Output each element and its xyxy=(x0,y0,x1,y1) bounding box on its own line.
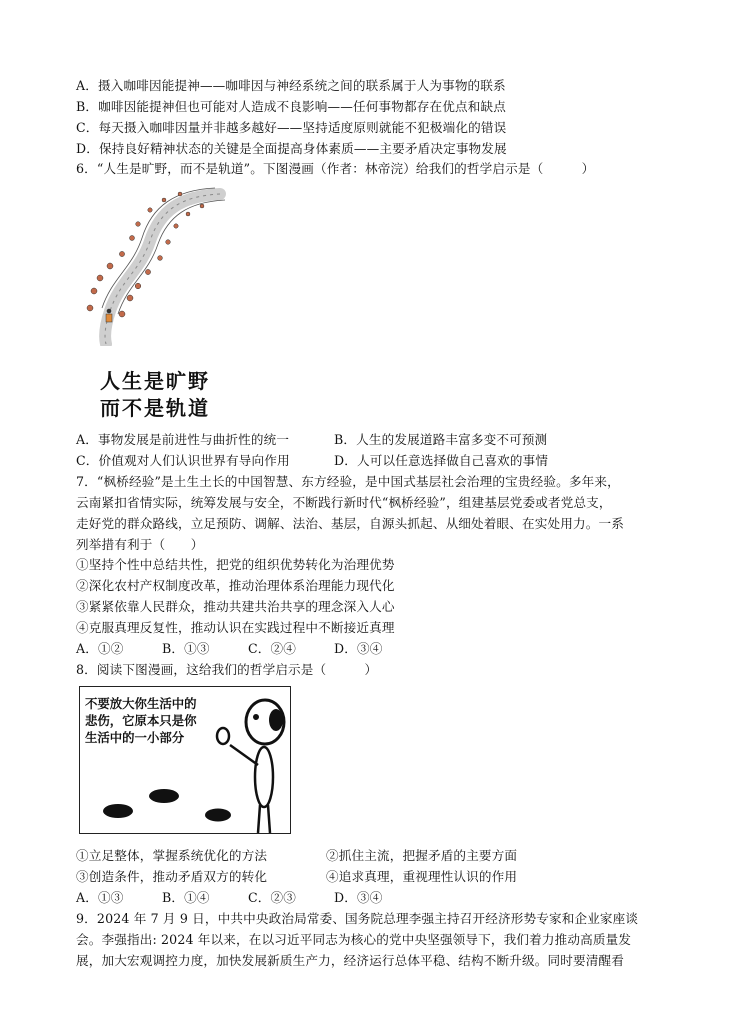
caption-line-2: 而不是轨道 xyxy=(100,396,210,420)
q6-option-b: B．人生的发展道路丰富多变不可预测 xyxy=(334,432,548,447)
q9-line-3: 展，加大宏观调控力度，加快发展新质生产力，经济运行总体平稳、结构不断升级。同时要清醒看 xyxy=(76,953,624,968)
q8-item-4: ④追求真理，重视理性认识的作用 xyxy=(326,869,518,884)
q8-option-d: D．③④ xyxy=(334,890,383,905)
q8-options xyxy=(76,890,420,906)
q8-item-1: ①立足整体，掌握系统优化的方法 xyxy=(76,848,268,863)
comic-line-3: 生活中的一小部分 xyxy=(85,730,185,745)
q6-option-d: D．人可以任意选择做自己喜欢的事情 xyxy=(334,453,549,468)
comic-caption xyxy=(100,368,210,422)
q7-stem-line-2: 云南紧扣省情实际，统筹发展与安全，不断践行新时代“枫桥经验”，组建基层党委或者党总支， xyxy=(76,495,612,510)
q7-item-1: ①坚持个性中总结共性，把党的组织优势转化为治理优势 xyxy=(76,557,395,572)
q7-item-4: ④克服真理反复性，推动认识在实践过程中不断接近真理 xyxy=(76,620,395,635)
magnifier-figure-drawing xyxy=(80,687,292,835)
q5-option-c: C．每天摄入咖啡因量并非越多越好——坚持适度原则就能不犯极端化的错误 xyxy=(76,120,507,135)
q9-line-2: 会。李强指出: 2024 年以来，在以习近平同志为核心的党中央坚强领导下，我们着力推动高质量发 xyxy=(76,932,632,947)
road-comic-illustration xyxy=(80,186,230,346)
q8-item-2: ②抓住主流，把握矛盾的主要方面 xyxy=(326,848,518,863)
q7-stem-line-3: 走好党的群众路线，立足预防、调解、法治、基层，自源头抓起、从细处着眼、在实处用力。一系 xyxy=(76,516,624,531)
q8-stem: 8．阅读下图漫画，这给我们的哲学启示是（ ） xyxy=(76,662,378,677)
q8-option-c: C．②③ xyxy=(248,890,297,905)
q8-option-b: B．①④ xyxy=(162,890,210,905)
q5-option-d: D．保持良好精神状态的关键是全面提高身体素质——主要矛盾决定事物发展 xyxy=(76,141,507,156)
q9-line-1: 9．2024 年 7 月 9 日，中共中央政治局常委、国务院总理李强主持召开经济形势专家和企业家座谈 xyxy=(76,911,639,926)
q7-option-d: D．③④ xyxy=(334,641,383,656)
caption-line-1: 人生是旷野 xyxy=(100,369,210,393)
q5-option-a: A．摄入咖啡因能提神——咖啡因与神经系统之间的联系属于人为事物的联系 xyxy=(76,78,506,93)
q6-options-row-2 xyxy=(76,453,548,469)
q6-stem: 6．“人生是旷野，而不是轨道”。下图漫画（作者：林帝浣）给我们的哲学启示是（ ） xyxy=(76,161,595,176)
q7-option-c: C．②④ xyxy=(248,641,297,656)
comic-line-2: 悲伤，它原本只是你 xyxy=(85,713,197,728)
q7-stem-line-4: 列举措有利于（ ） xyxy=(76,537,204,552)
q7-stem-line-1: 7．“枫桥经验”是土生土长的中国智慧、东方经验，是中国式基层社会治理的宝贵经验。多年来， xyxy=(76,474,620,489)
q7-option-a: A．①② xyxy=(76,641,124,656)
q8-items-row-2 xyxy=(76,869,517,885)
q6-option-c: C．价值观对人们认识世界有导向作用 xyxy=(76,453,290,468)
q6-option-a: A．事物发展是前进性与曲折性的统一 xyxy=(76,432,290,447)
magnifier-comic xyxy=(79,686,291,834)
q8-items-row-1 xyxy=(76,848,517,864)
q8-item-3: ③创造条件，推动矛盾双方的转化 xyxy=(76,869,268,884)
q7-item-2: ②深化农村产权制度改革，推动治理体系治理能力现代化 xyxy=(76,578,395,593)
q5-option-b: B．咖啡因能提神但也可能对人造成不良影响——任何事物都存在优点和缺点 xyxy=(76,99,506,114)
q7-options xyxy=(76,641,420,657)
q8-option-a: A．①③ xyxy=(76,890,124,905)
q6-options-row-1 xyxy=(76,432,547,448)
q7-option-b: B．①③ xyxy=(162,641,210,656)
comic-line-1: 不要放大你生活中的 xyxy=(85,696,197,711)
q7-item-3: ③紧紧依靠人民群众，推动共建共治共享的理念深入人心 xyxy=(76,599,395,614)
